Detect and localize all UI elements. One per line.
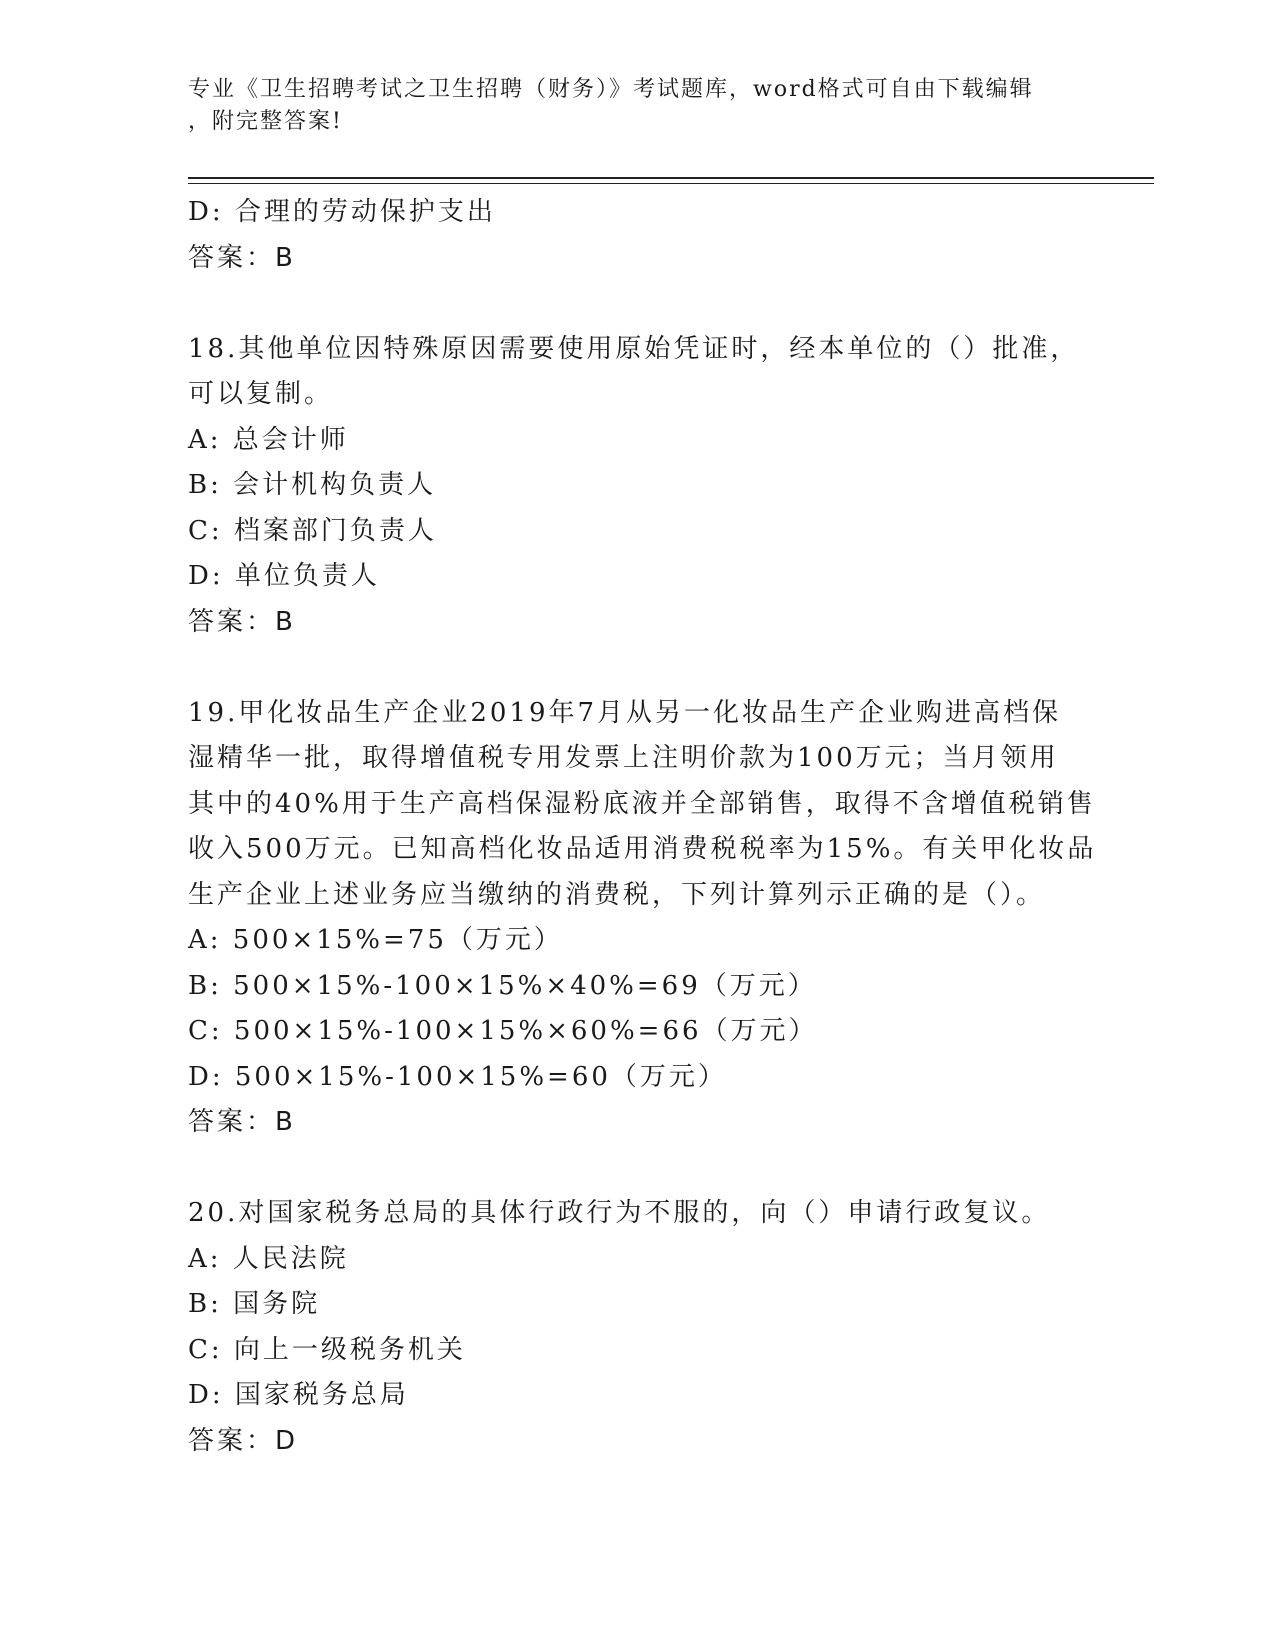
question-list [188,190,1097,1464]
spacer [188,645,1088,691]
option-line: C: 档案部门负责人 [188,515,437,546]
option-line: A: 500×15%=75（万元） [188,925,563,955]
header-divider [188,177,1154,179]
option-line: D: 500×15%-100×15%=60（万元） [188,1061,727,1092]
question-text-line: 可以复制。 [188,379,334,409]
question-text-line: 生产企业上述业务应当缴纳的消费税，下列计算列示正确的是（）。 [188,879,1046,910]
option-line: C: 向上一级税务机关 [188,1334,466,1365]
question-text-line: 20.对国家税务总局的具体行政行为不服的，向（）申请行政复议。 [188,1198,1051,1228]
spacer [188,281,1088,327]
option-line: B: 500×15%-100×15%×40%=69（万元） [188,970,817,1001]
option-line: C: 500×15%-100×15%×60%=66（万元） [188,1016,818,1046]
question-text-line: 其中的40%用于生产高档保湿粉底液并全部销售，取得不含增值税销售 [188,788,1096,819]
answer-line: 答案：D [188,1425,299,1456]
question-text-line: 18.其他单位因特殊原因需要使用原始凭证时，经本单位的（）批准， [188,333,1080,364]
question-text-line: 湿精华一批，取得增值税专用发票上注明价款为100万元；当月领用 [188,743,1059,773]
document-header [188,74,1068,138]
spacer [188,1146,1088,1192]
option-line: B: 国务院 [188,1289,321,1319]
header-divider-thin [188,183,1154,184]
option-line: A: 总会计师 [188,424,349,455]
question-text-line: 19.甲化妆品生产企业2019年7月从另一化妆品生产企业购进高档保 [188,697,1062,728]
option-line: A: 人民法院 [188,1243,349,1274]
answer-line: 答案：B [188,1107,296,1137]
option-line: D: 合理的劳动保护支出 [188,197,496,227]
option-line: D: 单位负责人 [188,561,380,591]
option-line: B: 会计机构负责人 [188,470,437,500]
answer-line: 答案：B [188,606,296,637]
header-line-1: 专业《卫生招聘考试之卫生招聘（财务）》考试题库，word格式可自由下载编辑 [188,77,1034,102]
header-line-2: ，附完整答案! [188,109,343,134]
option-line: D: 国家税务总局 [188,1380,409,1410]
answer-line: 答案：B [188,242,296,273]
question-text-line: 收入500万元。已知高档化妆品适用消费税税率为15%。有关甲化妆品 [188,834,1097,864]
